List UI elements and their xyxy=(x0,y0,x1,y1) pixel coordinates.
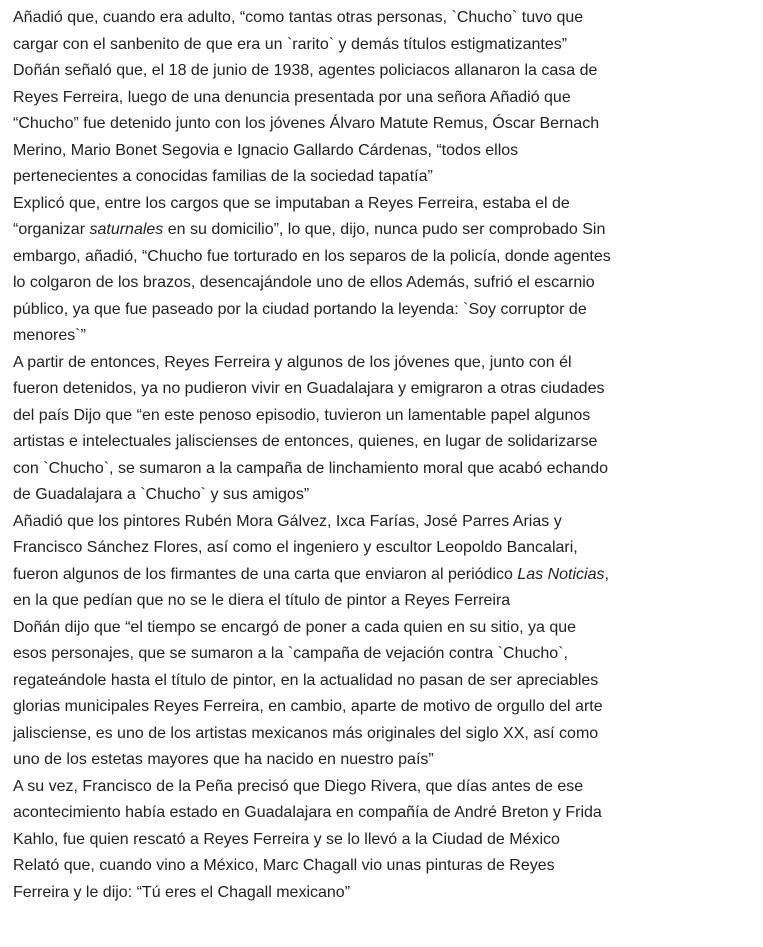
paragraph-exile: A partir de entonces, Reyes Ferreira y algunos de los jóvenes que, junto con él fueron detenidos, ya no pudieron vivir en Guadalajara y emigraron a otras ciudades del país Dijo que “en este penoso episodio, tuvieron un lamentable papel algunos artistas e intelectuales jaliscienses de entonces, quienes, en lugar de solidarizarse con `Chucho`, se sumaron a la campaña de linchamiento moral que acabó echando de Guadalajara a `Chucho` y sus amigos” xyxy=(13,353,609,503)
paragraph-diego-rivera: A su vez, Francisco de la Peña precisó que Diego Rivera, que días antes de ese acontecimiento había estado en Guadalajara en compañía de André Breton y Frida Kahlo, fue quien rescató a Reyes Ferreira y se lo llevó a la Ciudad de México xyxy=(13,777,602,848)
paragraph-text: Añadió que los pintores Rubén Mora Gálvez, Ixca Farías, José Parres Arias y Francisco Sánchez Flores, así como el ingeniero y escultor Leopoldo Bancalari, fueron algunos de los firmantes de una carta que enviaron al periódico xyxy=(13,512,578,583)
article-body xyxy=(13,5,613,906)
paragraph-adult-stigma: Añadió que, cuando era adulto, “como tantas otras personas, `Chucho` tuvo que cargar con el sanbenito de que era un `rarito` y demás títulos estigmatizantes” xyxy=(13,9,584,53)
paragraph-charges-torture xyxy=(13,191,613,350)
newspaper-name: Las Noticias xyxy=(517,565,605,583)
paragraph-police-raid: Doñán señaló que, el 18 de junio de 1938, agentes policiacos allanaron la casa de Reyes Ferreira, luego de una denuncia presentada por una señora Añadió que “Chucho” fue detenido junto con los jóvenes Álvaro Matute Remus, Óscar Bernach Merino, Mario Bonet Segovia e Ignacio Gallardo Cárdenas, “todos ellos pertenecientes a conocidas familias de la sociedad tapatía” xyxy=(13,62,600,185)
paragraph-text: en su domicilio”, lo que, dijo, nunca pudo ser comprobado Sin embargo, añadió, “Chucho fue torturado en los separos de la policía, donde agentes lo colgaron de los brazos, desencajándole uno de ellos Además, sufrió el escarnio público, ya que fue paseado por la ciudad portando la leyenda: `Soy corruptor de menores`” xyxy=(13,221,611,344)
paragraph-chagall: Relató que, cuando vino a México, Marc Chagall vio unas pinturas de Reyes Ferreira y le dijo: “Tú eres el Chagall mexicano” xyxy=(13,857,555,901)
paragraph-letter-signers xyxy=(13,509,613,615)
paragraph-text: , en la que pedían que no se le diera el título de pintor a Reyes Ferreira xyxy=(13,565,609,609)
paragraph-legacy: Doñán dijo que “el tiempo se encargó de poner a cada quien en su sitio, ya que esos personajes, que se sumaron a la `campaña de vejación contra `Chucho`, regateándole hasta el título de pintor, en la actualidad no pasan de ser apreciables glorias municipales Reyes Ferreira, en cambio, aparte de motivo de orgullo del arte jalisciense, es uno de los artistas mexicanos más originales del siglo XX, así como uno de los estetas mayores que ha nacido en nuestro país” xyxy=(13,618,603,768)
paragraph-text: Explicó que, entre los cargos que se imputaban a Reyes Ferreira, estaba el de “organizar xyxy=(13,194,570,238)
emphasis-text: saturnales xyxy=(89,221,164,238)
